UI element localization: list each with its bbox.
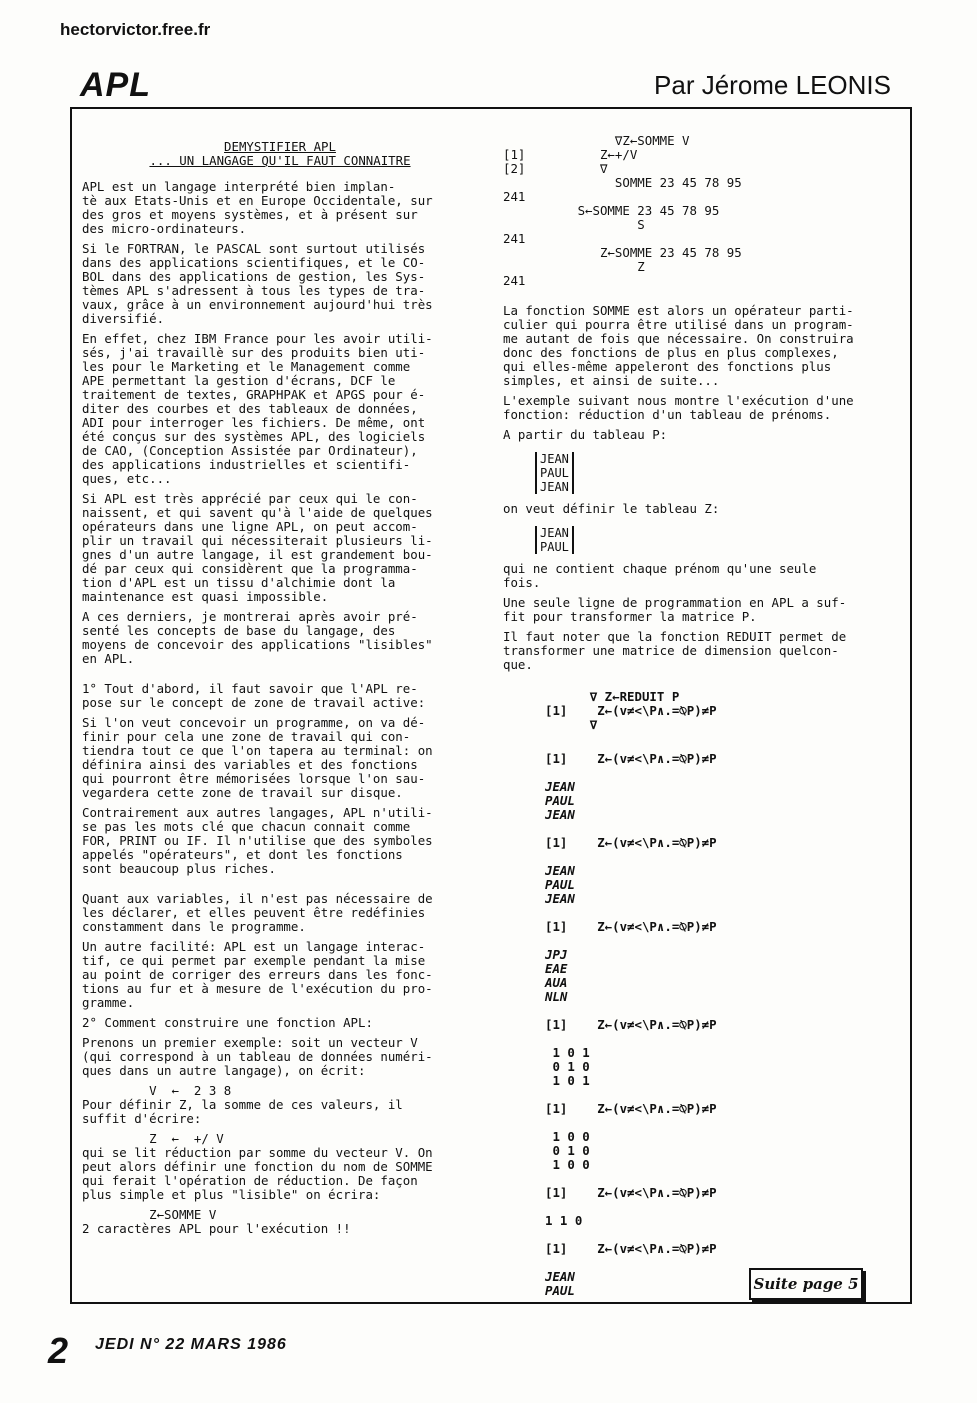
paragraph: 2° Comment construire une fonction APL: xyxy=(82,1015,373,1030)
paragraph: La fonction SOMME est alors un opérateur parti- culier qui pourra être utilisé dans un program- me autant de fois que nécessaire. On construira donc des fonctions de plus en plus complexes, qui elles-même appeleront des fonctions plus simples, et ainsi de suite... xyxy=(503,303,854,388)
issue-footer: JEDI N° 22 MARS 1986 xyxy=(95,1336,287,1353)
paragraph: Une seule ligne de programmation en APL a suf- fit pour transformer la matrice P. xyxy=(503,595,847,624)
article-title: DEMYSTIFIER APL xyxy=(224,139,336,154)
code-line: [1] Z←(v≠<\P∧.=⍉P)≠P xyxy=(545,1017,717,1032)
paragraph: L'exemple suivant nous montre l'exécution d'une fonction: réduction d'un tableau de prénoms. xyxy=(503,393,854,422)
continued-badge: Suite page 5 xyxy=(749,1268,863,1300)
paragraph: qui se lit réduction par somme du vecteur V. On peut alors définir une fonction du nom de SOMME qui ferait l'opération de réduction. De façon plus simple et plus "lisible" on écrira: xyxy=(82,1145,433,1202)
matrix-p: JEAN PAUL JEAN xyxy=(535,452,574,494)
paragraph: Il faut noter que la fonction REDUIT permet de transformer une matrice de dimension quelcon- que. xyxy=(503,629,847,672)
author-byline: Par Jérome LEONIS xyxy=(654,70,891,100)
result: 1 1 0 xyxy=(545,1213,583,1228)
paragraph: 2 caractères APL pour l'exécution !! xyxy=(82,1221,351,1236)
paragraph: En effet, chez IBM France pour les avoir utili- sés, j'ai travaillè sur des produits bien uti- les pour le Marketing et le Management comme APE permettant la gestion d'écrans, DCF le traitement de textes, GRAPHPAK et APGS pour é- diter des courbes et des tableaux de données, ADI pour interroger les fichiers. De même, ont été conçus sur des systèmes APL, des logiciels de CAO, (Conception Assistée par Ordinateur), des applications industrielles et scientifi- ques, etc... xyxy=(82,331,433,486)
code-line: Z ← +/ V xyxy=(82,1131,224,1146)
code-line: [1] Z←(v≠<\P∧.=⍉P)≠P xyxy=(545,1185,717,1200)
paragraph: Un autre facilité: APL est un langage interac- tif, ce qui permet par exemple pendant la mise au point de corriger des erreurs dans les fonc- tions au fur et à mesure de l'exécution du pro- gramme. xyxy=(82,939,433,1010)
paragraph: Prenons un premier exemple: soit un vecteur V (qui correspond à un tableau de données numéri- ques dans un autre langage), on écrit: xyxy=(82,1035,433,1078)
section-title: APL xyxy=(80,66,151,104)
paragraph: qui ne contient chaque prénom qu'une seule fois. xyxy=(503,561,817,590)
apl-example xyxy=(545,690,905,1298)
code-line: [1] Z←(v≠<\P∧.=⍉P)≠P xyxy=(545,751,717,766)
code-line: Z←SOMME V xyxy=(82,1207,217,1222)
result: JEAN PAUL JEAN xyxy=(545,779,575,822)
code-line: [1] Z←(v≠<\P∧.=⍉P)≠P xyxy=(545,835,717,850)
paragraph: Si APL est très apprécié par ceux qui le con- naissent, et qui savent qu'à l'aide de quelques opérateurs dans une ligne APL, on peut accom- plir un travail qui nécessiterait plusieurs li- gnes d'un autre langage, il est grandement bou- dé par ceux qui considèrent que la programma- tion d'APL est un tissu d'alchimie dont la maintenance est quasi impossible. xyxy=(82,491,433,604)
paragraph: Si l'on veut concevoir un programme, on va dé- finir pour cela une zone de travail qui con- tiendra tout ce que l'on tapera au terminal: on définira ainsi des variables et des fonctions qui pourront être mémorisées lorsque l'on sau- vegardera cette zone de travail sur disque. xyxy=(82,715,433,800)
paragraph: 1° Tout d'abord, il faut savoir que l'APL re- pose sur le concept de zone de travail active: xyxy=(82,681,426,710)
result: JEAN PAUL xyxy=(545,1269,575,1298)
paragraph: APL est un langage interprété bien implan- tè aux Etats-Unis et en Europe Occidentale, sur des gros et moyens systèmes, et à présent sur des micro-ordinateurs. xyxy=(82,179,433,236)
result: JPJ EAE AUA NLN xyxy=(545,947,568,1004)
code-block: ∇ Z←REDUIT P [1] Z←(v≠<\P∧.=⍉P)≠P ∇ xyxy=(545,689,717,732)
paragraph: Contrairement aux autres langages, APL n'utili- se pas les mots clé que chacun connait comme FOR, PRINT ou IF. Il n'utilise que des symboles appelés "opérateurs", et dont les fonctions sont beaucoup plus riches. xyxy=(82,805,433,876)
matrix-z: JEAN PAUL xyxy=(535,526,574,554)
paragraph: Pour définir Z, la somme de ces valeurs, il suffit d'écrire: xyxy=(82,1097,403,1126)
paragraph: A ces derniers, je montrerai après avoir pré- senté les concepts de base du langage, des moyens de concevoir des applications "lisibles" en APL. xyxy=(82,609,433,666)
result: JEAN PAUL JEAN xyxy=(545,863,575,906)
site-url: hectorvictor.free.fr xyxy=(60,20,211,39)
paragraph: on veut définir le tableau Z: xyxy=(503,501,720,516)
code-block: ∇Z←SOMME V [1] Z←+/V [2] ∇ SOMME 23 45 78 95 241 S←SOMME 23 45 78 95 S 241 Z←SOMME 23 45 78 95 Z 241 xyxy=(503,133,742,288)
code-line: [1] Z←(v≠<\P∧.=⍉P)≠P xyxy=(545,1101,717,1116)
page-number: 2 xyxy=(48,1330,69,1371)
code-line: [1] Z←(v≠<\P∧.=⍉P)≠P xyxy=(545,1241,717,1256)
code-line: V ← 2 3 8 xyxy=(82,1083,232,1098)
code-line: [1] Z←(v≠<\P∧.=⍉P)≠P xyxy=(545,919,717,934)
right-column xyxy=(503,134,901,678)
paragraph: Quant aux variables, il n'est pas nécessaire de les déclarer, et elles peuvent être redéfinies constamment dans le programme. xyxy=(82,891,433,934)
paragraph: A partir du tableau P: xyxy=(503,427,668,442)
result: 1 0 1 0 1 0 1 0 1 xyxy=(552,1045,590,1088)
left-column xyxy=(82,140,478,1242)
paragraph: Si le FORTRAN, le PASCAL sont surtout utilisés dans des applications scientifiques, et le CO- BOL dans des applications de gestion, les Sys- tèmes APL s'adressent à tous les types de tra- vaux, grâce à un environnement aujourd'hui très diversifié. xyxy=(82,241,433,326)
article-subtitle: ... UN LANGAGE QU'IL FAUT CONNAITRE xyxy=(149,153,411,168)
result: 1 0 0 0 1 0 1 0 0 xyxy=(552,1129,590,1172)
